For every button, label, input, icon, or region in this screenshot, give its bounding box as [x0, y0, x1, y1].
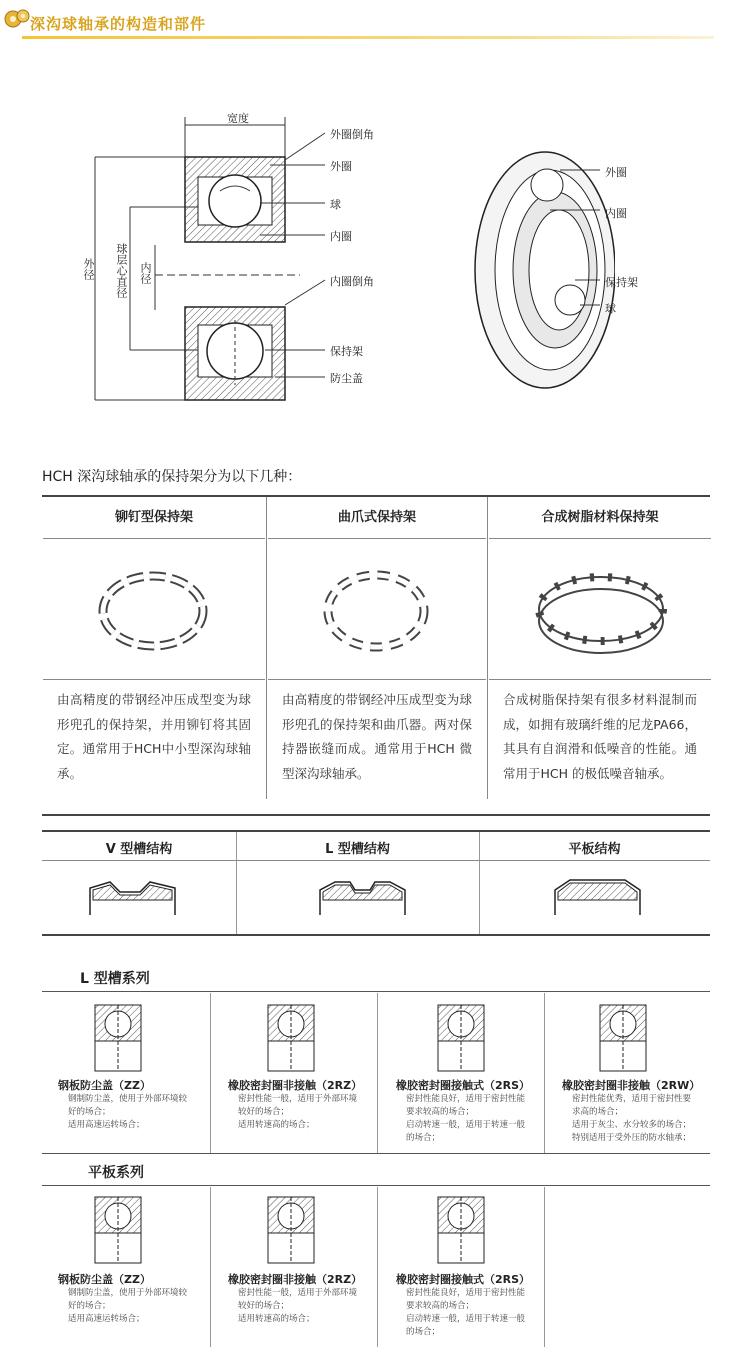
l-series-bottom-rule: [42, 1153, 710, 1154]
item-desc-line: 较好的场合；: [238, 1301, 290, 1311]
shield-label: 防尘盖: [330, 372, 363, 385]
cage-name: 曲爪式保持架: [268, 498, 486, 539]
item-desc-line: 较好的场合；: [238, 1107, 290, 1117]
flat-series-item: [228, 1271, 394, 1326]
item-desc-line: 要求较高的场合；: [406, 1107, 475, 1117]
cage-table: [42, 497, 712, 799]
inner-chamfer-label: 内圈倒角: [330, 275, 374, 288]
l-series-top-rule: [42, 991, 710, 992]
groove-table-bottom-rule: [42, 934, 710, 936]
item-desc-line: 的场合；: [406, 1327, 441, 1337]
outer-ring-label: 外圈: [330, 160, 352, 173]
cage-desc: 由高精度的带钢经冲压成型变为球形兜孔的保持架，并用铆钉将其固定。通常用于HCH中小型深沟球轴承。: [57, 692, 251, 781]
item-desc-line: 密封性能一般，适用于外部环境: [238, 1094, 358, 1104]
outer-chamfer-label: 外圈倒角: [330, 128, 374, 141]
flat-zz-bearing-icon: [93, 1195, 143, 1265]
item-name: 橡胶密封圈非接触（2RZ）: [228, 1273, 363, 1286]
flat-series-item: [58, 1271, 224, 1326]
resin-cage-image: [489, 539, 711, 680]
2rw-bearing-icon: [598, 1003, 648, 1073]
item-desc-line: 适用转速高的场合；: [238, 1314, 315, 1324]
cage-label: 保持架: [330, 345, 363, 358]
item-name: 钢板防尘盖（ZZ）: [58, 1273, 151, 1286]
bearing-logo-icon: [4, 8, 30, 30]
item-desc-line: 启动转速一般，适用于转速一般: [406, 1120, 526, 1130]
cage-col-resin: [488, 497, 713, 799]
resin-cage-icon: [489, 539, 711, 679]
riveted-cage-image: [43, 539, 265, 680]
item-desc-line: 特别适用于受外压的防水轴承；: [572, 1133, 692, 1143]
l-groove-icon: [315, 870, 415, 920]
cage-intro: HCH 深沟球轴承的保持架分为以下几种：: [42, 469, 302, 485]
groove-name: 平板结构: [568, 842, 621, 857]
item-desc-line: 要求较高的场合；: [406, 1301, 475, 1311]
ball-label: 球: [330, 198, 341, 211]
l-series-item: [562, 1077, 728, 1145]
inner-ring-label: 内圈: [330, 230, 352, 243]
item-desc-line: 钢制防尘盖，使用于外部环境较: [68, 1288, 188, 1298]
item-name: 橡胶密封圈非接触（2RW）: [562, 1079, 701, 1092]
cage-name: 铆钉型保持架: [43, 498, 265, 539]
item-desc-line: 密封性能一般，适用于外部环境: [238, 1288, 358, 1298]
l-series-item: [396, 1077, 562, 1145]
width-label: 宽度: [227, 112, 249, 125]
cage-col-riveted: [42, 497, 267, 799]
riveted-cage-icon: [43, 539, 265, 679]
item-desc-line: 适用于灰尘、水分较多的场合；: [572, 1120, 692, 1130]
groove-table-top-rule: [42, 830, 710, 832]
bearing-iso-diagram: [455, 140, 615, 400]
flat-series-title: 平板系列: [88, 1165, 144, 1181]
item-desc-line: 好的场合；: [68, 1107, 111, 1117]
item-name: 橡胶密封圈接触式（2RS）: [396, 1079, 531, 1092]
l-series-title: L 型槽系列: [80, 971, 150, 987]
cage-table-bottom-rule: [42, 814, 710, 816]
iso-outer-ring-label: 外圈: [605, 166, 627, 179]
flat-2rs-bearing-icon: [436, 1195, 486, 1265]
flat-series-item: [396, 1271, 562, 1339]
flat-series-top-rule: [42, 1185, 710, 1186]
item-desc-line: 密封性能良好，适用于密封性能: [406, 1288, 526, 1298]
l-series-item: [58, 1077, 224, 1132]
iso-inner-ring-label: 内圈: [605, 207, 627, 220]
iso-ball-label: 球: [605, 302, 616, 315]
item-desc-line: 适用高速运转场合；: [68, 1314, 145, 1324]
item-desc-line: 密封性能优秀，适用于密封性要: [572, 1094, 692, 1104]
claw-cage-icon: [268, 539, 486, 679]
l-series-item: [228, 1077, 394, 1132]
page-header: [0, 0, 740, 48]
item-desc-line: 启动转速一般，适用于转速一般: [406, 1314, 526, 1324]
pitch-dia-label: 球层心直径: [115, 243, 128, 298]
item-desc-line: 适用转速高的场合；: [238, 1120, 315, 1130]
2rs-bearing-icon: [436, 1003, 486, 1073]
2rz-bearing-icon: [266, 1003, 316, 1073]
cage-desc: 由高精度的带钢经冲压成型变为球形兜孔的保持架和曲爪器。两对保持器嵌缝而成。通常用于HCH 微型深沟球轴承。: [282, 692, 472, 781]
item-desc-line: 好的场合；: [68, 1301, 111, 1311]
groove-header-rule: [42, 860, 710, 861]
item-desc-line: 适用高速运转场合；: [68, 1120, 145, 1130]
flat-groove-icon: [550, 870, 650, 920]
outer-dia-label: 外径: [82, 258, 95, 280]
claw-cage-image: [268, 539, 486, 680]
item-desc-line: 的场合；: [406, 1133, 441, 1143]
item-desc-line: 求高的场合；: [572, 1107, 624, 1117]
cage-col-claw: [267, 497, 488, 799]
item-name: 橡胶密封圈接触式（2RS）: [396, 1273, 531, 1286]
item-name: 橡胶密封圈非接触（2RZ）: [228, 1079, 363, 1092]
page-title: 深沟球轴承的构造和部件: [30, 15, 207, 33]
item-desc-line: 密封性能良好，适用于密封性能: [406, 1094, 526, 1104]
item-desc-line: 钢制防尘盖，使用于外部环境较: [68, 1094, 188, 1104]
zz-bearing-icon: [93, 1003, 143, 1073]
groove-name: V 型槽结构: [105, 842, 173, 857]
inner-dia-label: 内径: [139, 262, 152, 284]
flat-2rz-bearing-icon: [266, 1195, 316, 1265]
iso-cage-label: 保持架: [605, 276, 638, 289]
cage-desc: 合成树脂保持架有很多材料混制而成，如拥有玻璃纤维的尼龙PA66，其具有自润滑和低噪音的性能。通常用于HCH 的极低噪音轴承。: [503, 692, 697, 781]
item-name: 钢板防尘盖（ZZ）: [58, 1079, 151, 1092]
groove-name: L 型槽结构: [325, 842, 390, 857]
cage-name: 合成树脂材料保持架: [489, 498, 711, 539]
header-divider: [22, 36, 714, 39]
v-groove-icon: [85, 870, 185, 920]
